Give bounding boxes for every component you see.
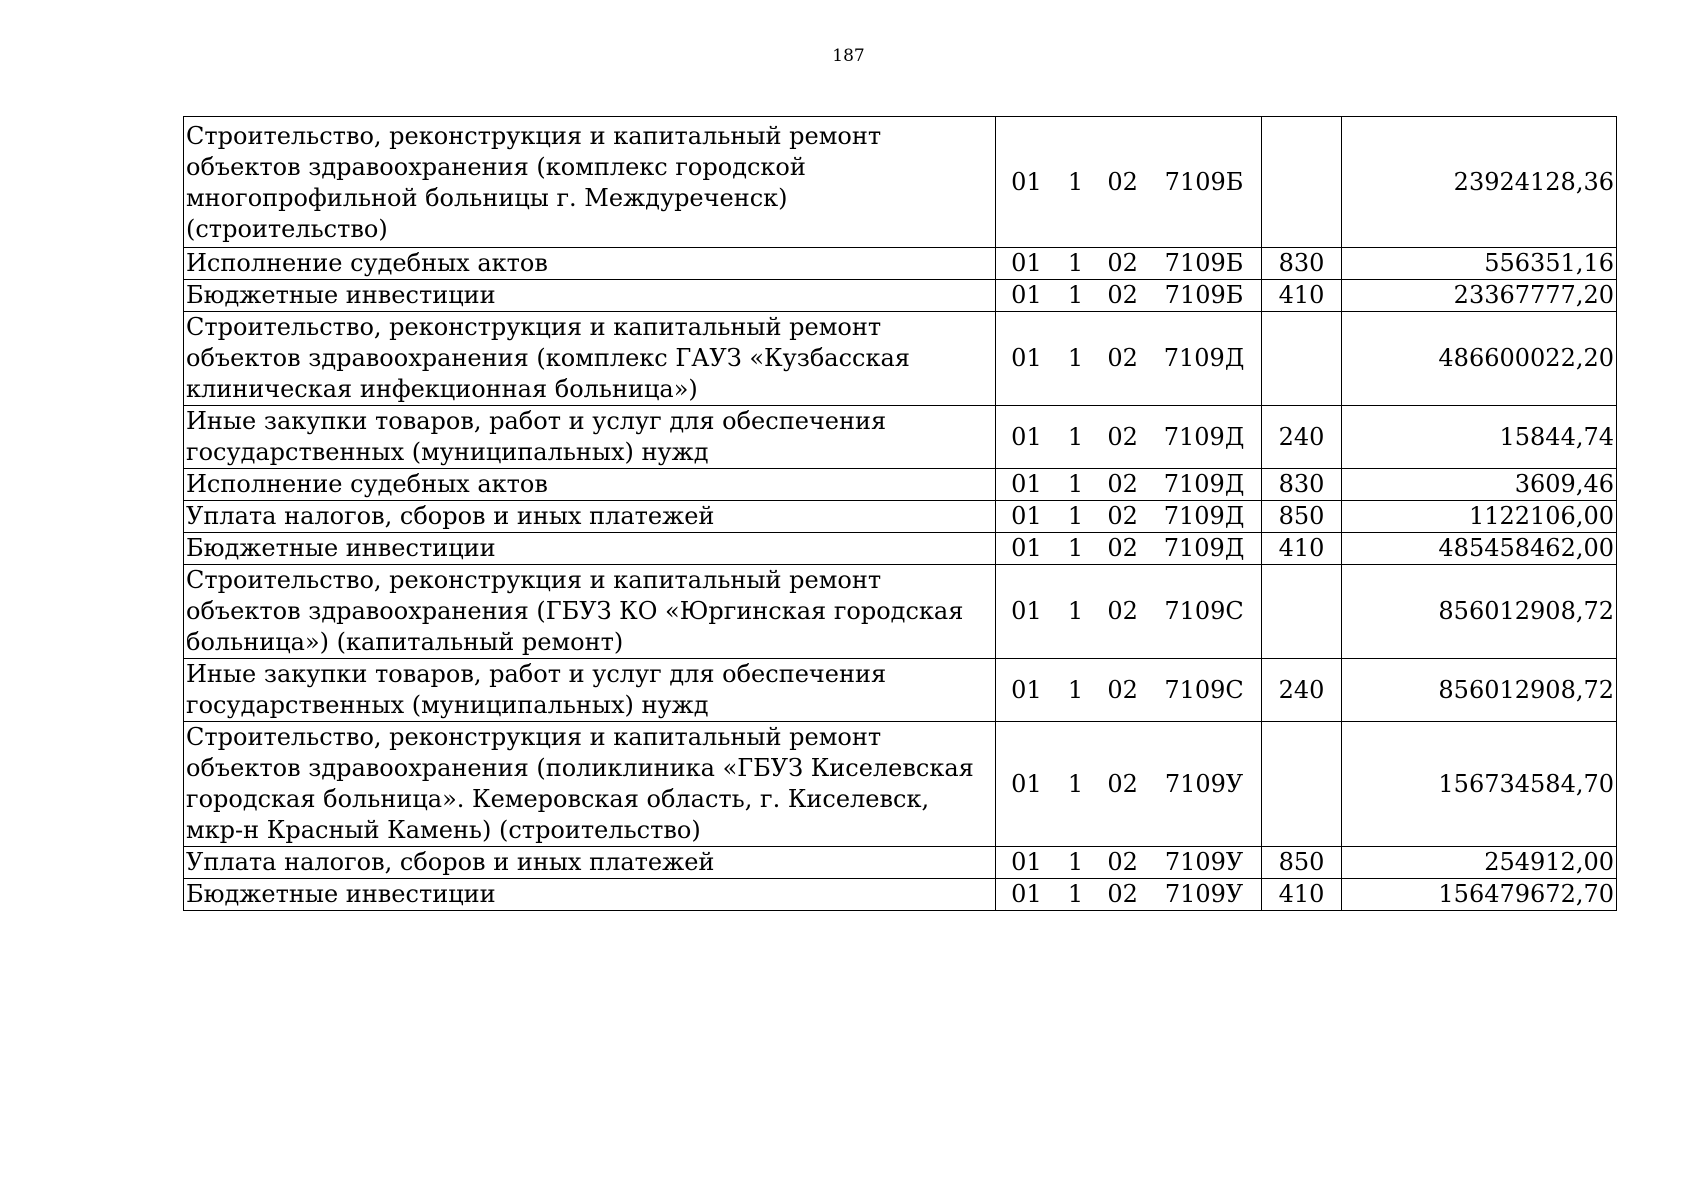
row-description: Бюджетные инвестиции	[184, 280, 996, 312]
code-direction: 7109Д	[1163, 422, 1245, 451]
code-main-activity: 02	[1107, 675, 1138, 704]
code-program: 01	[1011, 344, 1042, 372]
code-direction: 7109Д	[1163, 470, 1245, 498]
code-main-activity: 02	[1107, 848, 1138, 876]
row-description: Иные закупки товаров, работ и услуг для обеспечения государственных (муниципальных) нужд	[184, 406, 996, 469]
code-program: 01	[1011, 880, 1042, 908]
code-program: 01	[1011, 502, 1042, 530]
code-program: 01	[1011, 249, 1042, 277]
row-codes	[996, 722, 1262, 847]
row-description: Иные закупки товаров, работ и услуг для обеспечения государственных (муниципальных) нужд	[184, 659, 996, 722]
code-program: 01	[1011, 597, 1042, 625]
table-row	[184, 406, 1617, 469]
row-description: Исполнение судебных актов	[184, 469, 996, 501]
table-row	[184, 565, 1617, 659]
code-main-activity: 02	[1107, 534, 1138, 562]
code-subprogram: 1	[1067, 502, 1084, 530]
budget-table	[183, 116, 1617, 911]
row-description: Уплата налогов, сборов и иных платежей	[184, 501, 996, 533]
code-main-activity: 02	[1107, 281, 1138, 309]
row-codes	[996, 879, 1262, 911]
expense-kind	[1262, 312, 1342, 406]
amount: 3609,46	[1342, 469, 1617, 501]
amount: 1122106,00	[1342, 501, 1617, 533]
amount: 156479672,70	[1342, 879, 1617, 911]
row-description: Строительство, реконструкция и капитальный ремонт объектов здравоохранения (ГБУЗ КО «Юргинская городская больница») (капитальный ремонт)	[184, 565, 996, 659]
table-row	[184, 248, 1617, 280]
expense-kind: 830	[1262, 469, 1342, 501]
code-subprogram: 1	[1067, 880, 1084, 908]
code-program: 01	[1011, 534, 1042, 562]
code-subprogram: 1	[1067, 848, 1084, 876]
row-codes	[996, 406, 1262, 469]
row-codes	[996, 533, 1262, 565]
expense-kind	[1262, 565, 1342, 659]
expense-kind: 850	[1262, 501, 1342, 533]
table-row	[184, 847, 1617, 879]
expense-kind: 830	[1262, 248, 1342, 280]
code-main-activity: 02	[1107, 422, 1138, 451]
code-program: 01	[1011, 848, 1042, 876]
code-subprogram: 1	[1067, 470, 1084, 498]
code-subprogram: 1	[1067, 344, 1084, 372]
code-direction: 7109У	[1164, 880, 1244, 908]
expense-kind: 410	[1262, 879, 1342, 911]
table-row	[184, 659, 1617, 722]
code-program: 01	[1011, 167, 1042, 196]
row-codes	[996, 501, 1262, 533]
code-direction: 7109Д	[1163, 344, 1245, 372]
code-subprogram: 1	[1067, 597, 1084, 625]
code-main-activity: 02	[1107, 470, 1138, 498]
code-program: 01	[1011, 769, 1042, 798]
code-main-activity: 02	[1107, 167, 1138, 196]
amount: 156734584,70	[1342, 722, 1617, 847]
code-subprogram: 1	[1067, 281, 1084, 309]
code-program: 01	[1011, 281, 1042, 309]
code-direction: 7109С	[1164, 597, 1244, 625]
expense-kind: 410	[1262, 533, 1342, 565]
table-row	[184, 879, 1617, 911]
expense-kind	[1262, 117, 1342, 248]
amount: 23367777,20	[1342, 280, 1617, 312]
expense-kind	[1262, 722, 1342, 847]
code-direction: 7109У	[1164, 769, 1244, 798]
expense-kind: 240	[1262, 406, 1342, 469]
table-row	[184, 280, 1617, 312]
row-codes	[996, 469, 1262, 501]
row-description: Строительство, реконструкция и капитальный ремонт объектов здравоохранения (комплекс городской многопрофильной больницы г. Междуреченск) (строительство)	[184, 117, 996, 248]
row-codes	[996, 565, 1262, 659]
code-direction: 7109Д	[1163, 534, 1245, 562]
row-codes	[996, 248, 1262, 280]
table-row	[184, 533, 1617, 565]
row-codes	[996, 847, 1262, 879]
amount: 556351,16	[1342, 248, 1617, 280]
row-description: Строительство, реконструкция и капитальный ремонт объектов здравоохранения (комплекс ГАУЗ «Кузбасская клиническая инфекционная больница»)	[184, 312, 996, 406]
code-subprogram: 1	[1067, 675, 1084, 704]
row-description: Строительство, реконструкция и капитальный ремонт объектов здравоохранения (поликлиника «ГБУЗ Киселевская городская больница». Кемеровская область, г. Киселевск, мкр-н Красный Камень) (строительство)	[184, 722, 996, 847]
code-subprogram: 1	[1067, 534, 1084, 562]
code-direction: 7109У	[1164, 848, 1244, 876]
code-subprogram: 1	[1067, 249, 1084, 277]
amount: 23924128,36	[1342, 117, 1617, 248]
code-program: 01	[1011, 470, 1042, 498]
code-direction: 7109Б	[1164, 167, 1244, 196]
code-main-activity: 02	[1107, 597, 1138, 625]
row-codes	[996, 280, 1262, 312]
table-row	[184, 722, 1617, 847]
code-main-activity: 02	[1107, 502, 1138, 530]
row-description: Уплата налогов, сборов и иных платежей	[184, 847, 996, 879]
code-main-activity: 02	[1107, 769, 1138, 798]
expense-kind: 240	[1262, 659, 1342, 722]
code-program: 01	[1011, 675, 1042, 704]
amount: 856012908,72	[1342, 565, 1617, 659]
row-description: Бюджетные инвестиции	[184, 533, 996, 565]
table-row	[184, 312, 1617, 406]
table-row	[184, 469, 1617, 501]
row-description: Исполнение судебных актов	[184, 248, 996, 280]
code-main-activity: 02	[1107, 344, 1138, 372]
row-description: Бюджетные инвестиции	[184, 879, 996, 911]
table-row	[184, 501, 1617, 533]
code-subprogram: 1	[1067, 769, 1084, 798]
row-codes	[996, 312, 1262, 406]
table-row	[184, 117, 1617, 248]
code-main-activity: 02	[1107, 249, 1138, 277]
expense-kind: 850	[1262, 847, 1342, 879]
expense-kind: 410	[1262, 280, 1342, 312]
code-subprogram: 1	[1067, 422, 1084, 451]
amount: 15844,74	[1342, 406, 1617, 469]
amount: 254912,00	[1342, 847, 1617, 879]
code-subprogram: 1	[1067, 167, 1084, 196]
code-main-activity: 02	[1107, 880, 1138, 908]
row-codes	[996, 117, 1262, 248]
amount: 486600022,20	[1342, 312, 1617, 406]
code-program: 01	[1011, 422, 1042, 451]
amount: 485458462,00	[1342, 533, 1617, 565]
code-direction: 7109Б	[1164, 281, 1244, 309]
code-direction: 7109Б	[1164, 249, 1244, 277]
page-number: 187	[832, 46, 865, 66]
code-direction: 7109Д	[1163, 502, 1245, 530]
code-direction: 7109С	[1164, 675, 1244, 704]
amount: 856012908,72	[1342, 659, 1617, 722]
row-codes	[996, 659, 1262, 722]
